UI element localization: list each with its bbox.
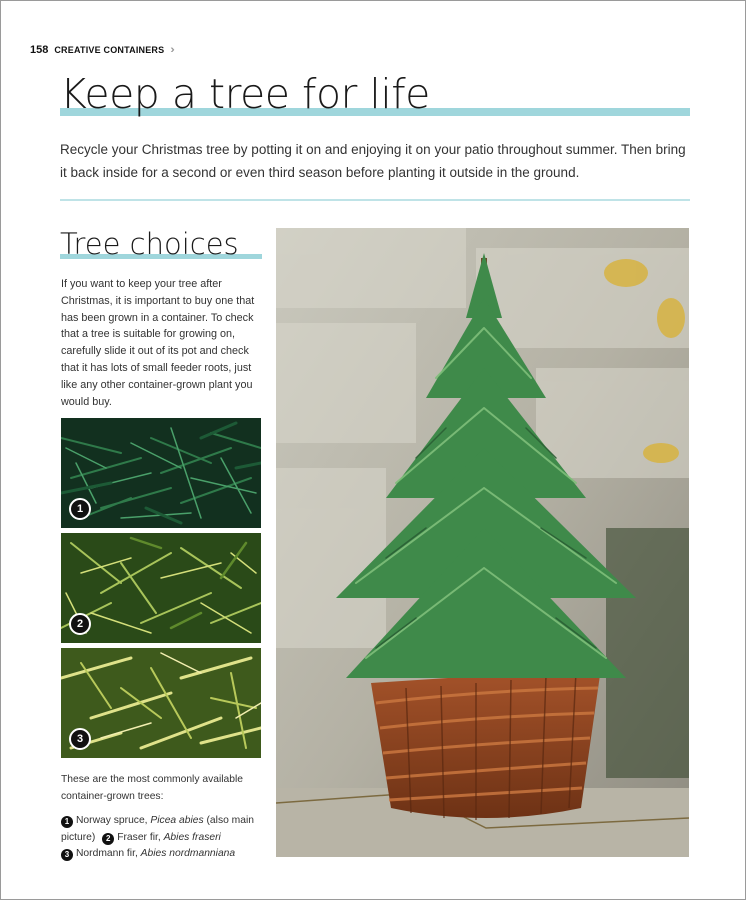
title-block xyxy=(60,68,690,120)
caption-badge-2: 2 xyxy=(102,833,114,845)
body-paragraph: If you want to keep your tree after Christmas, it is important to buy one that has been grown in a container. To check that a tree is suitable for growing on, carefully slide it out of its pot and check that it has lots of small feeder roots, just like any other container-grown plant you would buy. xyxy=(61,278,255,408)
page-number: 158 xyxy=(30,44,49,56)
main-tree-photo xyxy=(276,228,689,857)
badge-1: 1 xyxy=(69,498,91,520)
caption-item-3: 3 Nordmann fir, Abies nordmanniana xyxy=(61,846,261,863)
subtitle-block xyxy=(60,225,262,263)
section-title: CREATIVE CONTAINERS xyxy=(54,45,165,55)
badge-3: 3 xyxy=(69,728,91,750)
norway-spruce-photo xyxy=(61,418,261,528)
page-title: Keep a tree for life xyxy=(60,70,430,118)
caption-badge-3: 3 xyxy=(61,849,73,861)
caption-item-1: 1 Norway spruce, Picea abies (also main picture) 2 Fraser fir, Abies fraseri xyxy=(61,813,261,846)
section-subtitle: Tree choices xyxy=(60,227,239,261)
divider xyxy=(60,199,690,201)
caption-intro: These are the most commonly available container-grown trees: xyxy=(61,774,243,802)
intro-paragraph: Recycle your Christmas tree by potting it on and enjoying it on your patio throughout summer. Then bring it back inside for a second or even third season before planting it outside in the ground. xyxy=(60,142,686,180)
nordmann-fir-photo xyxy=(61,648,261,758)
caption-badge-1: 1 xyxy=(61,816,73,828)
running-header xyxy=(30,44,172,56)
chevron-icon: ›› xyxy=(170,44,172,56)
badge-2: 2 xyxy=(69,613,91,635)
fraser-fir-photo xyxy=(61,533,261,643)
photo-caption xyxy=(61,772,261,863)
